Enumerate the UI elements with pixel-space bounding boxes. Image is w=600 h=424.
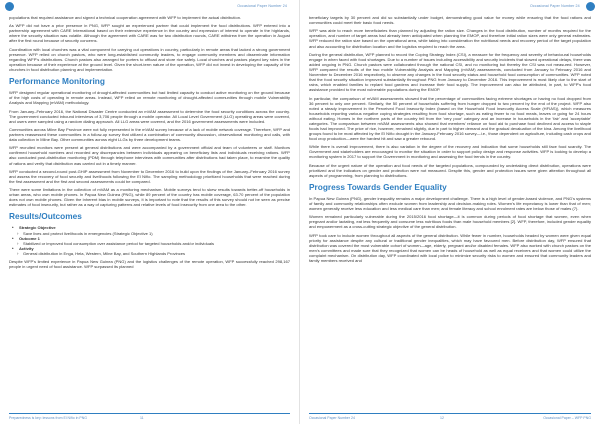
paragraph: WFP took care to include women throughout all aspects of the general distribution. While fewer in number, households headed by women were given equal priority for assistance despite any cultural or traditional gender inequalities, which may have favoured men. Before distribution day, WFP ensured that distribution was covered the most vulnerable cohort of women—age, elderly, pregnant and/or disabled females. WFP also worked with church pastors on the men's committees and made sure that they recognized that women can be heads of household as well as equal receivers and that women could utilize the complaint mechanism. On distribution day, WFP coordinated with local police to minimize security risks to women and ensured that community leaders and family members received and [309, 232, 591, 263]
section-heading-gender-equality: Progress Towards Gender Equality [309, 181, 447, 192]
paragraph: WFP conducted a second-round post-GHIP assessment from November to December 2016 to build upon the findings of the January–February 2016 survey and assess the recovery of food security and livelihoods following the El Niño. The sampling methodology prioritized households that were reached during the first assessment and the first and second assessments could be compared. [9, 168, 290, 184]
wfp-logo-icon [586, 2, 595, 11]
paragraph: Women remained particularly vulnerable during the 2015/2016 food shortage—it is common during periods of food shortage that women, even when pregnant and/or lactating, eat less frequently and consume less nutritious foods than male household members [2]. WFP, therefore, included gender equality and empowerment as a cross-cutting strategic objective of the general distribution. [309, 214, 591, 230]
paragraph: WFP was able to reach more beneficiaries than planned by adjusting the ration size. Changes in the food distribution, number of months required for the operation, and number of target areas had already been anticipated when planning the EMOP, and therefore initial ration sizes were only general estimates. WFP reduced the ration size based on the operational area, while taking into consideration the nutritional needs and recovery period of the target population and also accounting for distribution location and the logistics required to reach the area. [309, 28, 591, 49]
results-list-item: • Strategic Objective [9, 225, 290, 230]
paragraph: From January–February 2016, the National Disaster Centre conducted an mVAM assessment to determine the food security conditions across the country. The government conducted inbound interviews of 3,706 people through a mobile operator. All Local Level Government (LLG) operating areas were covered, and users were sampled using a random dialing approach. All LLG areas were covered, and the 2016 government assessments were included. [9, 108, 290, 124]
paragraph: Communities across Milne Bay Province were not fully represented in the mVAM survey because of a lack of mobile network coverage. Therefore, WFP and partners reassessed these communities in a follow-up survey that utilized a combination of community discussion, observational monitoring and calls, with data collection in Milne Bay. Other communities across eight LLGs by three development teams. [9, 126, 290, 143]
results-list-item: • Activity [9, 246, 290, 251]
wfp-logo-icon [5, 2, 14, 11]
results-list-item: › General distribution in Enga, Hela, Western, Milne Bay, and Southern Highlands Provinces [9, 251, 290, 256]
footer-rule [309, 413, 591, 414]
paragraph: WFP recruited monitors were present at general distributions and were accompanied by a government official and team of volunteers or staff. Monitors confirmed household numbers and recorded any discrepancies between individuals appearing on beneficiary lists and individuals receiving rations. WFP also conducted post-distribution monitoring (PDM) through telephone interviews with communities after distributions had taken place, to examine the quality of rations and verify that distribution was carried out in a timely manner. [9, 145, 290, 166]
results-list-item: › Save lives and protect livelihoods in emergencies (Strategic Objective 1) [9, 231, 290, 236]
paragraph: Coordination with local churches was a vital component for carrying out operations in country, particularly in remote areas that lacked a strong government presence. WFP relied on church pastors, who were long-established community leaders, to engage community members and disseminate information regarding WFP's distributions. Church pastors also arranged for porters to offload and store rice safely. Local churches and pastors played key roles in the operation because of their experience at the ground level. Given the short-term nature of the operation, WFP did not invest in developing the capacity of the churches in food distribution planning and implementation. [9, 46, 290, 73]
left-page-header [0, 0, 299, 14]
section-heading-performance-monitoring: Performance Monitoring [9, 76, 105, 87]
footer-rule [9, 413, 290, 414]
footer-right-page-number: 12 [440, 416, 444, 420]
results-list-item: • Outcome 1 [9, 236, 290, 241]
paragraph: In particular, the comparison of mVAM assessments showed that the percentage of communities facing extreme shortages or having no food dropped from 36 percent to only one percent. Similarly, the 50 percent of households suffering from hunger dropped to two percent by the end of the project. WFP also noted a steady improvement in the Perceived Food Insecurity Index (based on the Household Food Insecurity Access Scale (HFIAS)), which measures households reporting various negative coping strategies resulting from food shortage, such as eating fewer to no food meals, leaves or going for 24 hours without eating. Homes in the northern parts of the country fell from the 'very poor' category and an increase in households in the 'fair' and 'acceptable' categories. The comparison between mVAM assessments also showed that members' reliance on food aid to purchase food declined and access to staple foods had improved. The price of rice, however, remained slightly, due in part to higher demand and the gradual devaluation of the kina. Among the livelihood groups found to be most affected by the El Niño drought in the January-February 2016 survey—i.e., those dependent on agriculture, including cash crops and food crop production—were the hardest hit and saw a greater rebound. [309, 95, 591, 141]
paragraph: While there is overall improvement, there is also variation in the degree of the recovery and indication that some households still face food scarcity. The Government and stakeholders are encouraged to monitor the situation in order to support policy design and response activities. WFP is looking to develop a monitoring system in 2017 to support the Government in monitoring and assessing the food trends in the country. [309, 144, 591, 160]
right-page [300, 0, 600, 424]
right-page-body [309, 15, 591, 409]
paragraph: WFP designed regular operational monitoring of drought-affected communities but had limited capacity to conduct active monitoring on the ground because of the high costs of operating in remote areas. Instead, WFP relied on remote monitoring of drought-affected communities through mobile Vulnerability Analysis and Mapping (mVAM) methodology. [9, 90, 290, 106]
footer-left-text: Preparedness is key: lessons from El Niño in PNG [9, 416, 88, 420]
header-series-title: Occasional Paper Number 24 [237, 4, 287, 8]
footer-right-text: Occasional Paper Number 24 [309, 416, 355, 420]
section-heading-results-outcomes: Results/Outcomes [9, 211, 82, 222]
results-list [9, 225, 290, 255]
left-page-body [9, 15, 290, 409]
paragraph: populations that required assistance and signed a technical cooperation agreement with WFP to implement the actual distribution. [9, 15, 242, 20]
paragraph: In Papua New Guinea (PNG), gender inequality remains a major development challenge. There is a high level of gender-based violence, and PNG's systems of family and community relationships often exclude women from leadership and decision-making roles. Women's life expectancy is lower than that of men; women generally receive less education and less medical care than men; and female literacy and school enrolment rates are below those of males (7). [309, 195, 591, 211]
right-page-header [300, 0, 600, 14]
left-page-footer [0, 411, 299, 424]
paragraph: As WFP did not have a prior presence in PNG, WFP sought an experienced partner that could implement the food distributions. WFP entered into a partnership agreement with CARE International based on their extensive experience in the country and expression of interest to operate in the highlands, where the security situation was volatile. Although the agreement with CARE was for two distribution rounds, CARE withdrew from the operation in August after the first round because of security concerns. [9, 23, 290, 44]
paragraph: Despite WFP's limited experience in Papua New Guinea (PNG) and the logistics challenges of the remote operation, WFP successfully reached 298,167 people in urgent need of food assistance. WFP surpassed its planned [9, 258, 290, 269]
paragraph: There were some limitations in the collection of mVAM as a monitoring mechanism. Mobile surveys tend to skew results towards better-off households in urban areas, who own mobile phones. In Papua New Guinea (PNG), while 89 percent of the country has mobile coverage, 63.70 percent of the population does not own mobile phones. Given the inherent bias in mobile surveys, it is important to note that the results of this survey should not be seen as precise estimates of food insecurity, but rather as a way of capturing patterns and relative levels of food insecurity from one area to the other. [9, 187, 290, 208]
header-series-title: Occasional Paper Number 24 [530, 4, 580, 8]
results-list-item: › Stabilized or improved food consumption over assistance period for targeted households and/or individuals [9, 241, 290, 246]
paragraph: beneficiary targets by 30 percent and did so substantially under budget, demonstrating good value for money while ensuring that the food rations and communities could meet their basic food needs. [309, 15, 591, 26]
right-page-footer [300, 411, 600, 424]
paragraph: During the general distribution, WFP planned to record the Coping Strategy Index (CSI), a measure for the frequency and severity of behavioural households engage in when faced with food shortages. Due to a number of issues including accessibility and security incidents that slowed operational delays, there was added ongoing in PNG. Church pastors were collaborated through the national CSI, and no monitoring but thereby the CSI was not measured. However, WFP compared the results of the two mobile Vulnerability Analysis and Mapping (mVAM) assessments, conducted from January to February 2016 and November to December 2016 respectively, to observe any changes in the food security status and household food consumption of communities. WFP noted that the food security situation improved substantially throughout PNG from January to December 2016. This improvement is most likely due to the start of rains, which enabled families to replant food gardens and increase their food supply. The improvement can also be attributed, in part, to WFP's food assistance provided to the most vulnerable populations during the EMOP. [309, 51, 591, 93]
paragraph: Because of the urgent nature of the operation and food needs of the targeted populations, compounded by undertaking direct distribution, operations were prioritized and the indicators on gender and protection were not measured. Despite this, gender and protection issues were given attention throughout all aspects of programming, from planning to distributions. [309, 162, 591, 178]
footer-right-series: Occasional Paper – WFP PNG [543, 416, 591, 420]
footer-left-page-number: 11 [140, 416, 144, 420]
